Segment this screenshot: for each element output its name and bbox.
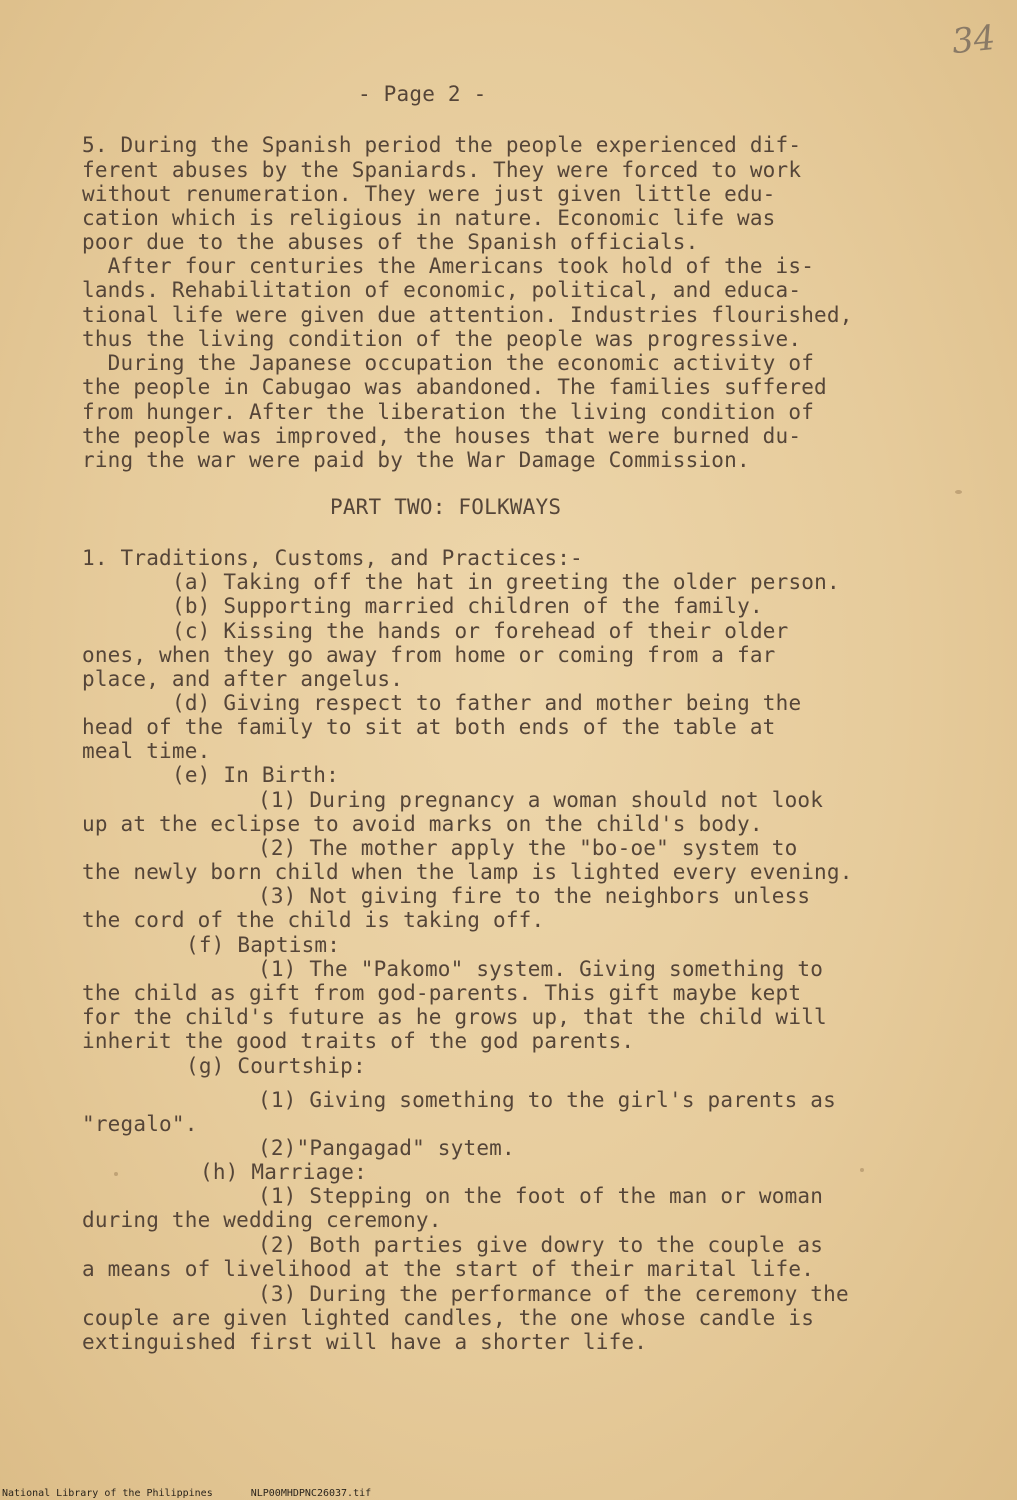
- list-item: (h) Marriage:: [200, 1160, 367, 1184]
- text-line: up at the eclipse to avoid marks on the child's body.: [82, 812, 763, 836]
- text-line: poor due to the abuses of the Spanish officials.: [82, 230, 699, 254]
- sub-item: (3) During the performance of the ceremony the: [258, 1282, 849, 1306]
- section-heading: PART TWO: FOLKWAYS: [330, 495, 562, 519]
- sub-item: (2)"Pangagad" sytem.: [258, 1136, 515, 1160]
- text-line: ring the war were paid by the War Damage Commission.: [82, 448, 750, 472]
- text-line: a means of livelihood at the start of their marital life.: [82, 1257, 815, 1281]
- text-line: After four centuries the Americans took hold of the is-: [82, 254, 815, 278]
- text-line: tional life were given due attention. Industries flourished,: [82, 303, 853, 327]
- list-item: (g) Courtship:: [186, 1054, 366, 1078]
- text-line: ones, when they go away from home or coming from a far: [82, 643, 776, 667]
- text-line: during the wedding ceremony.: [82, 1208, 442, 1232]
- text-line: for the child's future as he grows up, that the child will: [82, 1005, 827, 1029]
- text-line: without renumeration. They were just given little edu-: [82, 182, 776, 206]
- footer-file: NLP00MHDPNC26037.tif: [250, 1488, 372, 1499]
- sub-item: (1) Giving something to the girl's parents as: [258, 1088, 836, 1112]
- paper-speck: [114, 1172, 118, 1176]
- sub-item: (3) Not giving fire to the neighbors unless: [258, 884, 811, 908]
- text-line: cation which is religious in nature. Economic life was: [82, 206, 776, 230]
- list-item: (f) Baptism:: [186, 933, 341, 957]
- paper-speck: [955, 490, 962, 494]
- list-heading: 1. Traditions, Customs, and Practices:-: [82, 546, 583, 570]
- scan-footer: [2, 1488, 409, 1500]
- text-line: from hunger. After the liberation the living condition of: [82, 400, 815, 424]
- text-line: the child as gift from god-parents. This gift maybe kept: [82, 981, 802, 1005]
- text-line: meal time.: [82, 739, 211, 763]
- page-header: - Page 2 -: [358, 82, 487, 106]
- paper-speck: [860, 1168, 864, 1172]
- list-item: (b) Supporting married children of the family.: [172, 594, 763, 618]
- list-item: (a) Taking off the hat in greeting the older person.: [172, 570, 840, 594]
- sub-item: (2) Both parties give dowry to the couple as: [258, 1233, 824, 1257]
- text-line: ferent abuses by the Spaniards. They were forced to work: [82, 158, 802, 182]
- handwritten-page-number: 34: [950, 17, 998, 63]
- sub-item: (1) The "Pakomo" system. Giving something to: [258, 957, 824, 981]
- sub-item: (1) During pregnancy a woman should not look: [258, 788, 824, 812]
- list-item: (c) Kissing the hands or forehead of their older: [172, 619, 789, 643]
- text-line: inherit the good traits of the god parents.: [82, 1029, 635, 1053]
- text-line: During the Japanese occupation the economic activity of: [82, 351, 815, 375]
- text-line: thus the living condition of the people was progressive.: [82, 327, 802, 351]
- text-line: place, and after angelus.: [82, 667, 404, 691]
- text-line: head of the family to sit at both ends of the table at: [82, 715, 776, 739]
- text-line: the people was improved, the houses that were burned du-: [82, 424, 802, 448]
- text-line: extinguished first will have a shorter life.: [82, 1330, 648, 1354]
- sub-item: (1) Stepping on the foot of the man or woman: [258, 1184, 824, 1208]
- text-line: 5. During the Spanish period the people experienced dif-: [82, 133, 802, 157]
- list-item: (e) In Birth:: [172, 763, 339, 787]
- text-line: couple are given lighted candles, the one whose candle is: [82, 1306, 815, 1330]
- footer-library: National Library of the Philippines: [2, 1488, 213, 1499]
- text-line: "regalo".: [82, 1112, 198, 1136]
- text-line: the newly born child when the lamp is lighted every evening.: [82, 860, 853, 884]
- list-item: (d) Giving respect to father and mother being the: [172, 691, 802, 715]
- text-line: the cord of the child is taking off.: [82, 908, 545, 932]
- text-line: the people in Cabugao was abandoned. The families suffered: [82, 375, 827, 399]
- sub-item: (2) The mother apply the "bo-oe" system to: [258, 836, 798, 860]
- text-line: lands. Rehabilitation of economic, political, and educa-: [82, 278, 802, 302]
